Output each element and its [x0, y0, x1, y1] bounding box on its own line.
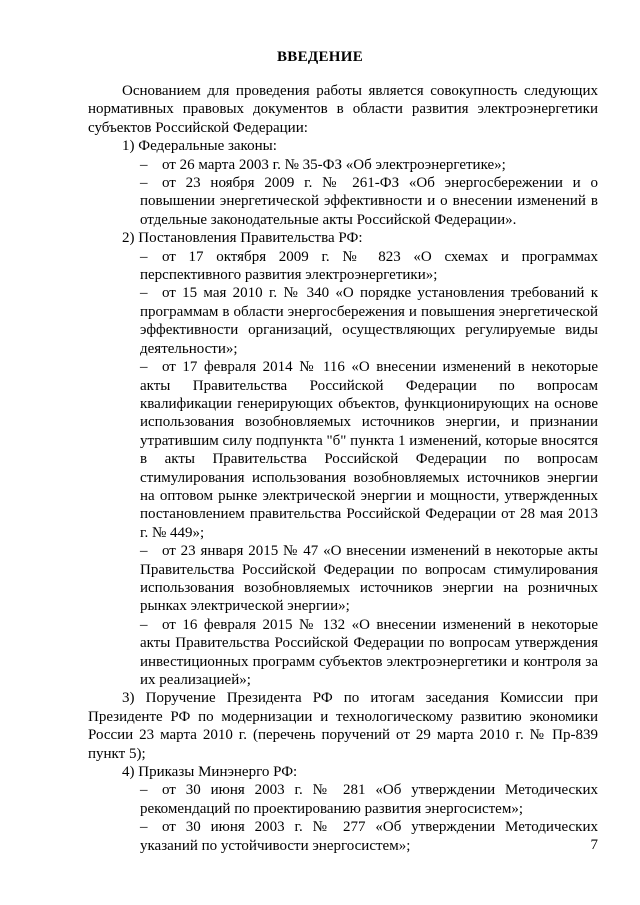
sub-item-text: от 15 мая 2010 г. № 340 «О порядке установления требований к программам в области энергосбережения и повышения энергетической эффективности организаций, осуществляющих регулируемые виды деятельности»; — [140, 285, 598, 357]
list-item-4-heading: 4) Приказы Минэнерго РФ: — [122, 764, 298, 781]
list-item-2-sub-3 — [88, 358, 598, 542]
dash-marker: – — [140, 175, 148, 192]
sub-item-text: от 17 февраля 2014 № 116 «О внесении изменений в некоторые акты Правительства Российской Федерации по вопросам квалификации генерирующих объектов, функционирующих на основе использования возобновляемых источников энергии, и признании утратившим силу подпункта "б" пункта 1 изменений, которые вносятся в акты Правительства Российской Федерации по вопросам стимулирования использования возобновляемых источников энергии на оптовом рынке электрической энергии и мощности, утвержденных постановлением правительства Российской Федерации от 28 мая 2013 г. № 449»; — [140, 359, 598, 541]
sub-item-text: от 30 июня 2003 г. № 281 «Об утверждении Методических рекомендаций по проектированию развития энергосистем»; — [140, 782, 598, 817]
page-title: ВВЕДЕНИЕ — [276, 49, 364, 65]
list-item-2-sub-5 — [88, 616, 598, 690]
sub-item-text: от 17 октября 2009 г. № 823 «О схемах и программах перспективного развития электроэнергетики»; — [140, 248, 598, 284]
list-item-2-sub-1 — [88, 248, 598, 285]
list-item-4-sub-1 — [88, 781, 598, 818]
dash-marker: – — [140, 782, 148, 799]
list-item-2-heading: 2) Постановления Правительства РФ: — [122, 230, 363, 247]
page-number: 7 — [590, 837, 598, 853]
sub-item-text: от 16 февраля 2015 № 132 «О внесении изменений в некоторые акты Правительства Российской Федерации по вопросам утверждения инвестиционных программ субъектов электроэнергетики и контроля за их реализацией»; — [140, 616, 598, 688]
list-item-3-heading: 3) Поручение Президента РФ по итогам заседания Комиссии при Президенте РФ по модернизации и технологическому развитию экономики России 23 марта 2010 г. (перечень поручений от 29 марта 2010 г. № Пр-839 пункт 5); — [88, 690, 598, 762]
dash-marker: – — [140, 616, 148, 633]
dash-marker: – — [140, 819, 148, 836]
dash-marker: – — [140, 248, 148, 265]
list-item-1-heading: 1) Федеральные законы: — [122, 138, 277, 155]
list-item-2-sub-2 — [88, 284, 598, 358]
list-item-2-sub-4 — [88, 542, 598, 616]
sub-item-text: от 30 июня 2003 г. № 277 «Об утверждении Методических указаний по устойчивости энергосистем»; — [140, 819, 598, 854]
sub-item-text: от 23 ноября 2009 г. № 261-ФЗ «Об энергосбережении и о повышении энергетической эффективности и о внесении изменений в отдельные законодательные акты Российской Федерации». — [140, 175, 598, 228]
dash-marker: – — [140, 156, 148, 173]
list-item-1-sub-2 — [88, 174, 598, 229]
list-item-1-sub-1 — [88, 156, 598, 174]
intro-paragraph: Основанием для проведения работы является совокупность следующих нормативных правовых документов в области развития электроэнергетики субъектов Российской Федерации: — [88, 83, 598, 136]
dash-marker: – — [140, 359, 148, 376]
sub-item-text: от 23 января 2015 № 47 «О внесении изменений в некоторые акты Правительства Российской Федерации по вопросам стимулирования использования возобновляемых источников энергии на розничных рынках электрической энергии»; — [140, 543, 598, 615]
dash-marker: – — [140, 543, 148, 560]
list-item-4-sub-2 — [88, 818, 598, 855]
sub-item-text: от 26 марта 2003 г. № 35-ФЗ «Об электроэнергетике»; — [162, 156, 506, 173]
document-body — [88, 82, 598, 855]
dash-marker: – — [140, 285, 148, 302]
